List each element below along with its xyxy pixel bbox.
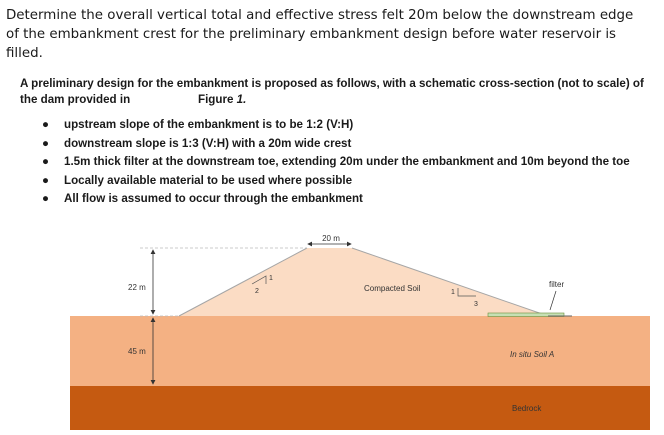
downstream-slope-v: 1 [451,289,455,296]
bullet-item: ● Locally available material to be used where possible [20,172,660,191]
upstream-slope-h: 2 [255,288,259,295]
intro-text-2: the dam provided in [20,93,131,106]
insitu-depth-label: 45 m [128,347,146,356]
bedrock-label: Bedrock [512,404,542,413]
bedrock-layer [70,386,650,430]
downstream-slope-h: 3 [474,301,478,308]
insitu-soil-label: In situ Soil A [510,350,555,359]
bullet-icon: ● [42,192,50,206]
upstream-slope-v: 1 [269,275,273,282]
insitu-soil-layer [70,316,650,386]
bullet-icon: ● [42,173,50,187]
bullet-item: ● All flow is assumed to occur through the embankment [20,190,660,209]
figure-reference: Figure 1. [198,93,247,106]
bullet-item: ● upstream slope of the embankment is to be 1:2 (V:H) [20,116,660,135]
question-text: Determine the overall vertical total and effective stress felt 20m below the downstream edge of the embankment crest for the preliminary embankment design before water reservoir is filled. [6,8,634,61]
compacted-soil-label: Compacted Soil [364,284,421,293]
intro-text: A preliminary design for the embankment is proposed as follows, with a schematic cross-section (not to scale) of [20,77,644,90]
bullet-icon: ● [42,136,50,150]
bullet-icon: ● [42,155,50,169]
bullet-item: ● downstream slope is 1:3 (V:H) with a 20m wide crest [20,135,660,154]
filter-label: filter [549,280,565,289]
bullet-icon: ● [42,118,50,131]
embankment-height-label: 22 m [128,283,146,292]
bullet-item: ● 1.5m thick filter at the downstream toe, extending 20m under the embankment and 10m beyond the toe [20,153,660,172]
crest-width-label: 20 m [322,234,340,243]
embankment-body [179,248,548,316]
